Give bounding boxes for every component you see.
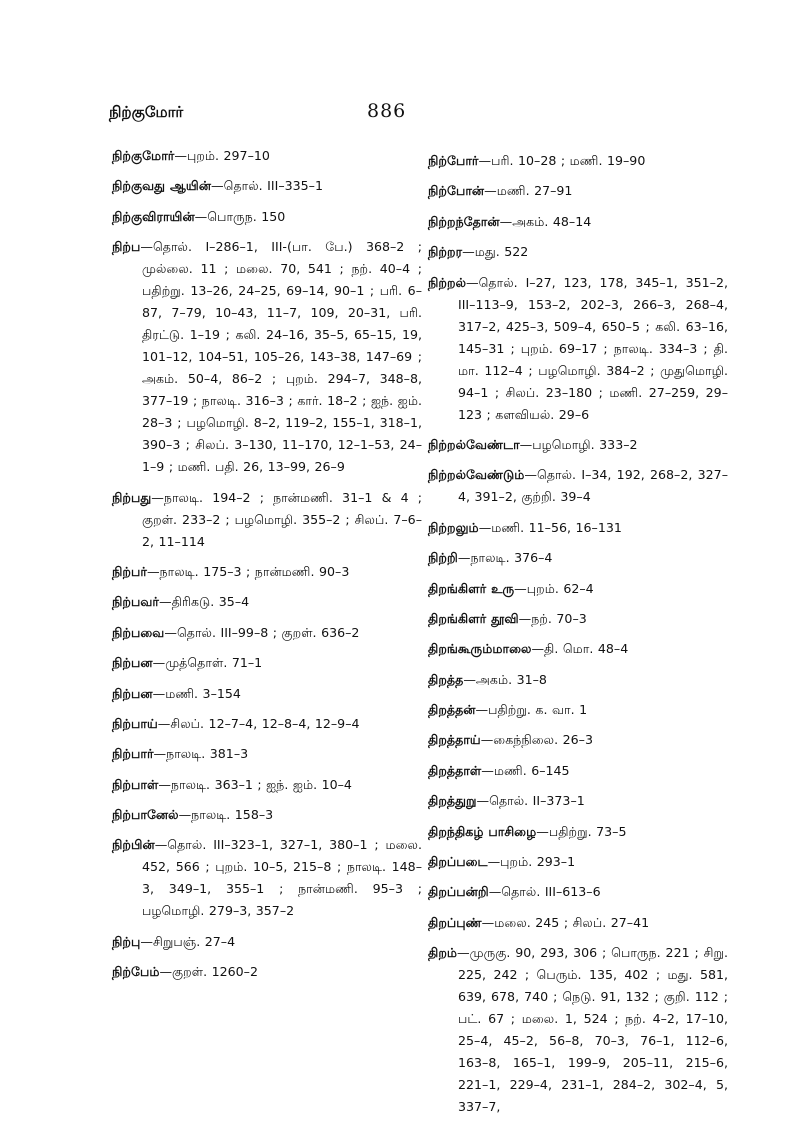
entry-references: —மணி. 11–56, 16–131 xyxy=(478,519,622,535)
entry-references: —தொல். III–323–1, 327–1, 380–1 ; மலை. 452, 566 ; புறம். 10–5, 215–8 ; நாலடி. 148–3, 349–1, 355–1 ; நான்மணி. 95–3 ; பழமொழி. 279–3, 357–2 xyxy=(142,837,422,919)
entry-references: —தொல். I–27, 123, 178, 345–1, 351–2, III–113–9, 153–2, 202–3, 266–3, 268–4, 317–2, 425–3, 509–4, 650–5 ; கலி. 63–16, 145–31 ; புறம். 69–17 ; நாலடி. 334–3 ; தி. மா. 112–4 ; பழமொழி. 384–2 ; முதுமொழி. 94–1 ; சிலப். 23–180 ; மணி. 27–259, 29–123 ; களவியல். 29–6 xyxy=(458,274,728,422)
index-entry xyxy=(112,652,422,674)
entry-headword: நிற்போர் xyxy=(428,153,479,168)
entry-references: —சிறுபஞ். 27–4 xyxy=(140,933,236,949)
entry-headword: திறங்கிளர் உரு xyxy=(428,580,515,596)
entry-references: —திரிகடு. 35–4 xyxy=(159,594,250,610)
entry-references: —தொல். III–99–8 ; குறள். 636–2 xyxy=(164,624,360,640)
entry-references: —மணி. 27–91 xyxy=(484,183,573,199)
entry-references: —மணி. 3–154 xyxy=(152,685,241,701)
entry-references: —அகம். 31–8 xyxy=(463,671,547,687)
index-entry xyxy=(112,175,422,197)
entry-headword: நிற்குவிராயின் xyxy=(112,208,195,224)
index-entry xyxy=(112,834,422,922)
entry-headword: நிற்றர xyxy=(428,244,463,260)
entry-headword: திறம் xyxy=(428,945,458,961)
entry-headword: திறத்துறு xyxy=(428,793,477,809)
index-entry xyxy=(428,241,728,263)
entry-headword: திறங்கூரும்மாலை xyxy=(428,641,532,657)
entry-headword: நிற்பன xyxy=(112,655,153,671)
index-entry xyxy=(428,211,728,233)
index-entry xyxy=(428,699,728,721)
index-entry xyxy=(428,464,728,508)
entry-headword: நிற்பார் xyxy=(112,746,154,762)
entry-references: —பழமொழி. 333–2 xyxy=(519,436,638,452)
index-entry xyxy=(428,790,728,812)
index-entry xyxy=(428,150,728,172)
entry-references: —தி. மொ. 48–4 xyxy=(531,641,629,657)
index-entry xyxy=(112,931,422,953)
index-entry xyxy=(428,821,728,843)
entry-references: —நற். 70–3 xyxy=(518,610,587,626)
index-entry xyxy=(428,729,728,751)
entry-references: —தொல். II–373–1 xyxy=(476,793,585,809)
index-entry xyxy=(112,145,422,167)
entry-headword: நிற்பு xyxy=(112,933,141,949)
entry-references: —குறள். 1260–2 xyxy=(159,964,258,980)
entry-references: —முத்தொள். 71–1 xyxy=(152,655,263,671)
entry-headword: நிற்றலும் xyxy=(428,519,479,535)
entry-references: —புறம். 62–4 xyxy=(514,580,594,596)
entry-references: —சிலப். 12–7–4, 12–8–4, 12–9–4 xyxy=(157,715,360,731)
entry-headword: நிற்பன xyxy=(112,685,153,701)
index-entry xyxy=(112,774,422,796)
entry-references: —முருகு. 90, 293, 306 ; பொருந. 221 ; சிறு. 225, 242 ; பெரும். 135, 402 ; மது. 581, 639, 678, 740 ; நெடு. 91, 132 ; குறி. 112 ; பட். 67 ; மலை. 1, 524 ; நற். 4–2, 17–10, 25–4, 45–2, 56–8, 70–3, 76–1, 112–6, 163–8, 165–1, 199–9, 205–11, 215–6, 221–1, 229–4, 231–1, 284–2, 302–4, 5, 337–7, xyxy=(457,945,728,1115)
entry-headword: திறந்திகழ் பாசிழை xyxy=(428,823,537,839)
entry-references: —நாலடி. 158–3 xyxy=(178,807,274,823)
entry-references: —தொல். III–335–1 xyxy=(211,178,323,194)
index-entry xyxy=(428,434,728,456)
index-entry xyxy=(428,180,728,202)
entry-references: —மது. 522 xyxy=(462,244,529,260)
entry-headword: திறப்படை xyxy=(428,854,488,870)
index-entry xyxy=(428,517,728,539)
entry-references: —மணி. 6–145 xyxy=(481,762,570,778)
index-entry xyxy=(428,272,728,426)
index-entry xyxy=(428,669,728,691)
entry-references: —பொருந. 150 xyxy=(194,208,286,224)
index-entry xyxy=(112,487,422,553)
index-entry xyxy=(112,622,422,644)
index-entry xyxy=(428,881,728,903)
index-entry xyxy=(428,912,728,934)
index-entry xyxy=(428,942,728,1118)
entry-references: —பரி. 10–28 ; மணி. 19–90 xyxy=(478,153,646,168)
entry-headword: நிற்றந்தோன் xyxy=(428,213,500,229)
index-entry xyxy=(112,591,422,613)
entry-headword: திறத்தாள் xyxy=(428,762,482,778)
entry-references: —நாலடி. 363–1 ; ஐந். ஐம். 10–4 xyxy=(158,776,352,792)
entry-headword: நிற்ப xyxy=(112,239,141,255)
entry-headword: நிற்போன் xyxy=(428,183,485,199)
running-head: நிற்குமோர் xyxy=(109,103,184,121)
entry-headword: நிற்பர் xyxy=(112,563,147,579)
right-column xyxy=(428,150,728,1127)
entry-references: —அகம். 48–14 xyxy=(499,213,592,229)
entry-references: —தொல். III–613–6 xyxy=(488,884,601,900)
entry-references: —தொல். I–286–1, III-(பா. பே.) 368–2 ; முல்லை. 11 ; மலை. 70, 541 ; நற். 40–4 ; பதிற்று. 13–26, 24–25, 69–14, 90–1 ; பரி. 6–87, 7–79, 10–43, 11–7, 109, 20–31, பரி. திரட்டு. 1–19 ; கலி. 24–16, 35–5, 65–15, 19, 101–12, 104–51, 105–26, 143–38, 147–69 ; அகம். 50–4, 86–2 ; புறம். 294–7, 348–8, 377–19 ; நாலடி. 316–3 ; கார். 18–2 ; ஐந். ஐம். 28–3 ; பழமொழி. 8–2, 119–2, 155–1, 318–1, 390–3 ; சிலப். 3–130, 11–170, 12–1–53, 24–1–9 ; மணி. பதி. 26, 13–99, 26–9 xyxy=(140,239,422,475)
entry-references: —புறம். 297–10 xyxy=(174,148,270,163)
entry-references: —புறம். 293–1 xyxy=(487,854,576,870)
entry-headword: திறங்கிளர் தூவி xyxy=(428,610,519,626)
entry-headword: நிற்றி xyxy=(428,550,458,566)
index-entry xyxy=(428,760,728,782)
index-entry xyxy=(428,547,728,569)
entry-headword: நிற்றல் xyxy=(428,274,467,290)
index-entry xyxy=(112,683,422,705)
entry-references: —கைந்நிலை. 26–3 xyxy=(480,732,593,748)
entry-references: —மலை. 245 ; சிலப். 27–41 xyxy=(481,914,650,930)
entry-headword: நிற்பவை xyxy=(112,624,165,640)
index-entry xyxy=(428,638,728,660)
entry-headword: நிற்பது xyxy=(112,489,152,505)
index-entry xyxy=(112,561,422,583)
entry-headword: நிற்பாய் xyxy=(112,715,158,731)
entry-headword: நிற்பாள் xyxy=(112,776,159,792)
page-header xyxy=(109,100,709,133)
page-number: 886 xyxy=(367,100,407,122)
entry-headword: நிற்றல்வேண்டா xyxy=(428,436,520,452)
entry-headword: திறப்பன்றி xyxy=(428,884,489,900)
entry-headword: நிற்குமோர் xyxy=(112,148,175,163)
entry-references: —நாலடி. 175–3 ; நான்மணி. 90–3 xyxy=(146,563,350,579)
left-column xyxy=(112,145,422,992)
entry-headword: நிற்குவது ஆயின் xyxy=(112,178,212,194)
entry-headword: திறத்த xyxy=(428,671,464,687)
entry-headword: திறத்தாய் xyxy=(428,732,481,748)
entry-headword: திறப்புண் xyxy=(428,914,482,930)
index-entry xyxy=(428,851,728,873)
index-entry xyxy=(112,743,422,765)
index-entry xyxy=(428,608,728,630)
index-entry xyxy=(112,804,422,826)
entry-headword: நிற்பவர் xyxy=(112,594,160,610)
entry-headword: நிற்பேம் xyxy=(112,964,160,980)
entry-references: —நாலடி. 194–2 ; நான்மணி. 31–1 & 4 ; குறள். 233–2 ; பழமொழி. 355–2 ; சிலப். 7–6–2, 11–114 xyxy=(142,489,422,549)
index-entry xyxy=(112,961,422,983)
entry-references: —பதிற்று. 73–5 xyxy=(536,823,627,839)
entry-references: —பதிற்று. க. வா. 1 xyxy=(475,702,588,718)
entry-references: —தொல். I–34, 192, 268–2, 327–4, 391–2, குற்றி. 39–4 xyxy=(458,467,728,505)
entry-references: —நாலடி. 381–3 xyxy=(153,746,249,762)
entry-headword: நிற்பின் xyxy=(112,837,155,853)
index-entry xyxy=(112,713,422,735)
index-entry xyxy=(112,206,422,228)
entry-headword: நிற்றல்வேண்டும் xyxy=(428,467,525,483)
entry-headword: நிற்பானேல் xyxy=(112,807,179,823)
index-entry xyxy=(428,578,728,600)
entry-headword: திறத்தன் xyxy=(428,702,476,718)
index-entry xyxy=(112,236,422,478)
entry-references: —நாலடி. 376–4 xyxy=(457,550,553,566)
